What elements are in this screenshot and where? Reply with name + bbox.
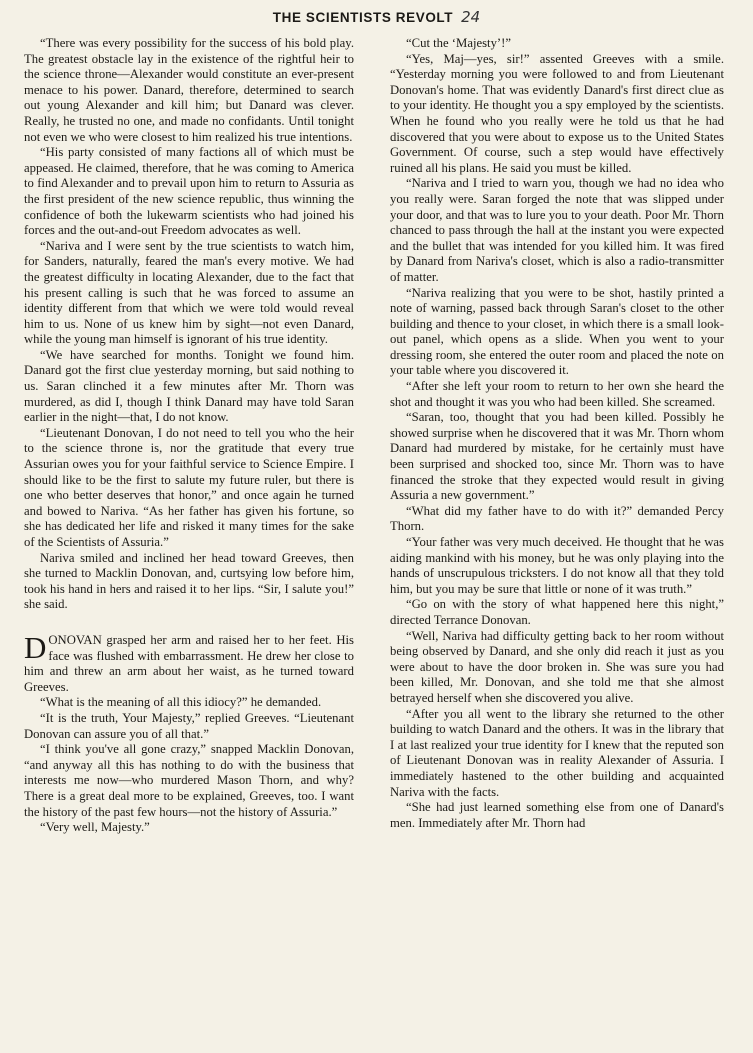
left-column (24, 36, 354, 836)
paragraph: “There was every possibility for the success of his bold play. The greatest obstacle lay in the existence of the rightful heir to the science throne—Alexander would constitute an ever-present menace to his power. Danard, therefore, determined to search out young Alexander and kill him; but Danard was clever. Really, he trusted no one, and made no confidants. Until tonight not even we who were closest to him realized his true intentions. (24, 36, 354, 144)
paragraph: “Your father was very much deceived. He thought that he was aiding mankind with his money, but he was only playing into the hands of unscrupulous tricksters. I do not know all that they told him, but you may be sure that little or none of it was truth.” (390, 535, 724, 596)
paragraph: “After she left your room to return to her own she heard the shot and thought it was you who had been killed. She screamed. (390, 379, 724, 409)
page-header (0, 8, 753, 27)
paragraph: “She had just learned something else from one of Danard's men. Immediately after Mr. Thorn had (390, 800, 724, 830)
paragraph-text: ONOVAN grasped her arm and raised her to her feet. His face was flushed with embarrassment. He drew her close to him and threw an arm about her waist, as he turned toward Greeves. (24, 632, 354, 694)
paragraph: “We have searched for months. Tonight we found him. Danard got the first clue yesterday morning, but said nothing to us. Saran clinched it a few minutes after Mr. Thorn was murdered, as did I, though I think Danard may have told Saran earlier in the night—that, I do not know. (24, 347, 354, 425)
paragraph: “What is the meaning of all this idiocy?” he demanded. (40, 695, 322, 710)
paragraph: “Nariva realizing that you were to be shot, hastily printed a note of warning, passed back through Saran's closet to the other building and thence to your closet, in which there is a small look-out panel, which opens as a slide. When you went to your dressing room, she entered the outer room and placed the note on your table where you discovered it. (390, 285, 724, 378)
running-title: THE SCIENTISTS REVOLT (272, 10, 454, 25)
paragraph: “What did my father have to do with it?” demanded Percy Thorn. (390, 503, 724, 534)
paragraph: “Lieutenant Donovan, I do not need to tell you who the heir to the science throne is, nor the gratitude that every true Assurian owes you for your faithful service to Science Empire. I should like to be the first to salute my future ruler, but there is one who better deserves that honor,” and once again he turned and bowed to Nariva. “As her father has given his fortune, so she has dedicated her life and risked it many times for the sake of the Scientists of Assuria.” (24, 425, 354, 549)
paragraph: “Nariva and I tried to warn you, though we had no idea who you really were. Saran forged the note that was slipped under your door, and that was to lure you to your death. Poor Mr. Thorn chanced to pass through the hall at the instant you were expected and the bullet that was intended for you killed him. It was fired by Danard from Nariva's closet, which is also a radio-transmitter of matter. (390, 176, 724, 284)
paragraph: “I think you've all gone crazy,” snapped Macklin Donovan, “and anyway all this has nothing to do with the business that interests me now—who murdered Mason Thorn, and why? There is a great deal more to be explained, Greeves, too. I want the history of the past few hours—not the history of Assuria.” (24, 742, 354, 819)
paragraph: Nariva smiled and inclined her head toward Greeves, then she turned to Macklin Donovan, and, curtsying low before him, took his hand in hers and raised it to her lips. “Sir, I salute you!” she said. (24, 550, 354, 612)
paragraph: “Yes, Maj—yes, sir!” assented Greeves with a smile. “Yesterday morning you were followed to and from Lieutenant Donovan's home. That was evidently Danard's first direct clue as to your identity. He thought you a spy employed by the scientists. When he found who you really were he told us that he had discovered that you were about to expose us to the United States Government. Of course, such a step would have effectively ruined all his plans. He said you must be killed. (390, 51, 724, 175)
paragraph: “Very well, Majesty.” (40, 820, 150, 835)
right-column (390, 36, 724, 831)
paragraph: “His party consisted of many factions all of which must be appeased. He claimed, therefore, that he was coming to America to find Alexander and to prevail upon him to return to Assuria as the first president of the new science republic, thus winning the confidence of both the lukewarm scientists who had joined his forces and the out-and-out Freedom advocates as well. (24, 145, 354, 238)
paragraph: “Go on with the story of what happened here this night,” directed Terrance Donovan. (390, 597, 724, 627)
drop-cap: D (24, 629, 47, 665)
paragraph: “After you all went to the library she returned to the other building to watch Danard and the others. It was in the library that I at last realized your true identity for I knew that the reputed son of Lieutenant Donovan was in reality Alexander of Assuria. I immediately hastened to the other building and acquainted Nariva with the facts. (390, 706, 724, 799)
paragraph: “Well, Nariva had difficulty getting back to her room without being observed by Danard, and she only did reach it just as you were about to have the door broken in. She was sure you had been killed, Mr. Donovan, and she told me that she almost betrayed herself when she discovered you alive. (390, 628, 724, 705)
paragraph: “It is the truth, Your Majesty,” replied Greeves. “Lieutenant Donovan can assure you of all that.” (24, 710, 354, 741)
handwritten-page-number: 24 (461, 8, 481, 26)
section-opening-paragraph (24, 629, 354, 695)
paragraph: “Nariva and I were sent by the true scientists to watch him, for Sanders, naturally, feared the man's every motive. We had the greatest difficulty in locating Alexander, due to the fact that his present calling is such that he was forced to assume an identity different from that which we were told would reveal him to us. None of us knew him by sight—not even Danard, while the young man himself is ignorant of his true identity. (24, 238, 354, 347)
paragraph: “Cut the ‘Majesty’!” (406, 36, 511, 50)
paragraph: “Saran, too, thought that you had been killed. Possibly he showed surprise when he discovered that it was Mr. Thorn whom Danard had murdered by mistake, for he certainly must have been surprised and shocked too, since Mr. Thorn was to have financed the stroke that they expected would result in giving Assuria a new government.” (390, 410, 724, 503)
